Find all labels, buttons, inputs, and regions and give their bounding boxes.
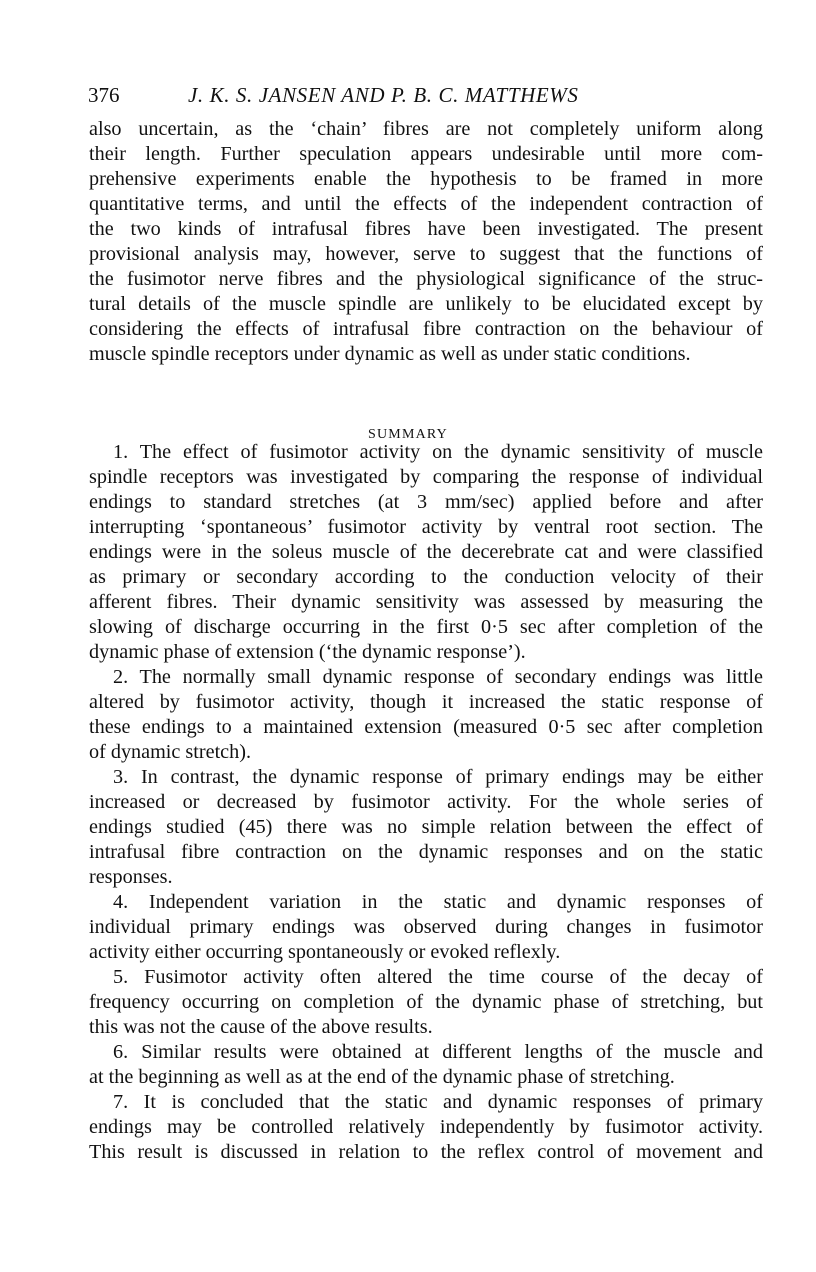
text-line: at the beginning as well as at the end of the dynamic phase of stretching.	[89, 1066, 675, 1088]
text-line: tural details of the muscle spindle are unlikely to be elucidated except by	[89, 293, 763, 315]
summary-paragraph-2	[89, 665, 763, 765]
text-line: these endings to a maintained extension (measured 0·5 sec after completion	[89, 716, 763, 738]
text-line: 4. Independent variation in the static and dynamic responses of	[113, 891, 763, 913]
text-line: considering the effects of intrafusal fibre contraction on the behaviour of	[89, 318, 763, 340]
text-line: of dynamic stretch).	[89, 741, 252, 763]
text-line: the two kinds of intrafusal fibres have been investigated. The present	[89, 218, 763, 240]
text-line: afferent fibres. Their dynamic sensitivity was assessed by measuring the	[89, 591, 763, 613]
text-line: This result is discussed in relation to the reflex control of movement and	[89, 1141, 763, 1163]
text-line: also uncertain, as the ‘chain’ fibres are not completely uniform along	[89, 118, 763, 140]
text-line: slowing of discharge occurring in the first 0·5 sec after completion of the	[89, 616, 763, 638]
text-line: endings studied (45) there was no simple relation between the effect of	[89, 816, 763, 838]
text-line: their length. Further speculation appears undesirable until more com-	[89, 143, 763, 165]
text-line: prehensive experiments enable the hypothesis to be framed in more	[89, 168, 763, 190]
text-line: frequency occurring on completion of the dynamic phase of stretching, but	[89, 991, 763, 1013]
summary-paragraph-4	[89, 890, 763, 965]
text-line: responses.	[89, 866, 173, 888]
summary-paragraph-3	[89, 765, 763, 890]
text-line: spindle receptors was investigated by comparing the response of individual	[89, 466, 763, 488]
text-line: provisional analysis may, however, serve to suggest that the functions of	[89, 243, 763, 265]
text-line: increased or decreased by fusimotor activity. For the whole series of	[89, 791, 763, 813]
text-line: 6. Similar results were obtained at different lengths of the muscle and	[113, 1041, 763, 1063]
text-line: interrupting ‘spontaneous’ fusimotor activity by ventral root section. The	[89, 516, 763, 538]
page-number: 376	[88, 83, 120, 107]
summary-paragraph-1	[89, 440, 763, 665]
summary-paragraph-5	[89, 965, 763, 1040]
text-line: activity either occurring spontaneously or evoked reflexly.	[89, 941, 561, 963]
text-line: endings were in the soleus muscle of the decerebrate cat and were classified	[89, 541, 763, 563]
text-line: dynamic phase of extension (‘the dynamic response’).	[89, 641, 526, 663]
summary-heading: SUMMARY	[368, 427, 448, 442]
running-head-authors: J. K. S. JANSEN AND P. B. C. MATTHEWS	[188, 83, 579, 107]
summary-paragraph-6	[89, 1040, 763, 1090]
text-line: muscle spindle receptors under dynamic as well as under static conditions.	[89, 343, 691, 365]
text-line: individual primary endings was observed during changes in fusimotor	[89, 916, 763, 938]
text-line: 3. In contrast, the dynamic response of primary endings may be either	[113, 766, 763, 788]
text-line: 1. The effect of fusimotor activity on the dynamic sensitivity of muscle	[113, 441, 763, 463]
text-line: this was not the cause of the above results.	[89, 1016, 433, 1038]
summary-section	[89, 0, 763, 1272]
text-line: 7. It is concluded that the static and dynamic responses of primary	[113, 1091, 763, 1113]
text-line: 2. The normally small dynamic response of secondary endings was little	[113, 666, 763, 688]
text-line: endings may be controlled relatively independently by fusimotor activity.	[89, 1116, 763, 1138]
text-line: altered by fusimotor activity, though it increased the static response of	[89, 691, 763, 713]
text-line: intrafusal fibre contraction on the dynamic responses and on the static	[89, 841, 763, 863]
text-line: the fusimotor nerve fibres and the physiological significance of the struc-	[89, 268, 763, 290]
text-line: as primary or secondary according to the conduction velocity of their	[89, 566, 763, 588]
text-line: endings to standard stretches (at 3 mm/sec) applied before and after	[89, 491, 763, 513]
summary-paragraph-7	[89, 1090, 763, 1165]
text-line: 5. Fusimotor activity often altered the time course of the decay of	[113, 966, 763, 988]
text-line: quantitative terms, and until the effects of the independent contraction of	[89, 193, 763, 215]
